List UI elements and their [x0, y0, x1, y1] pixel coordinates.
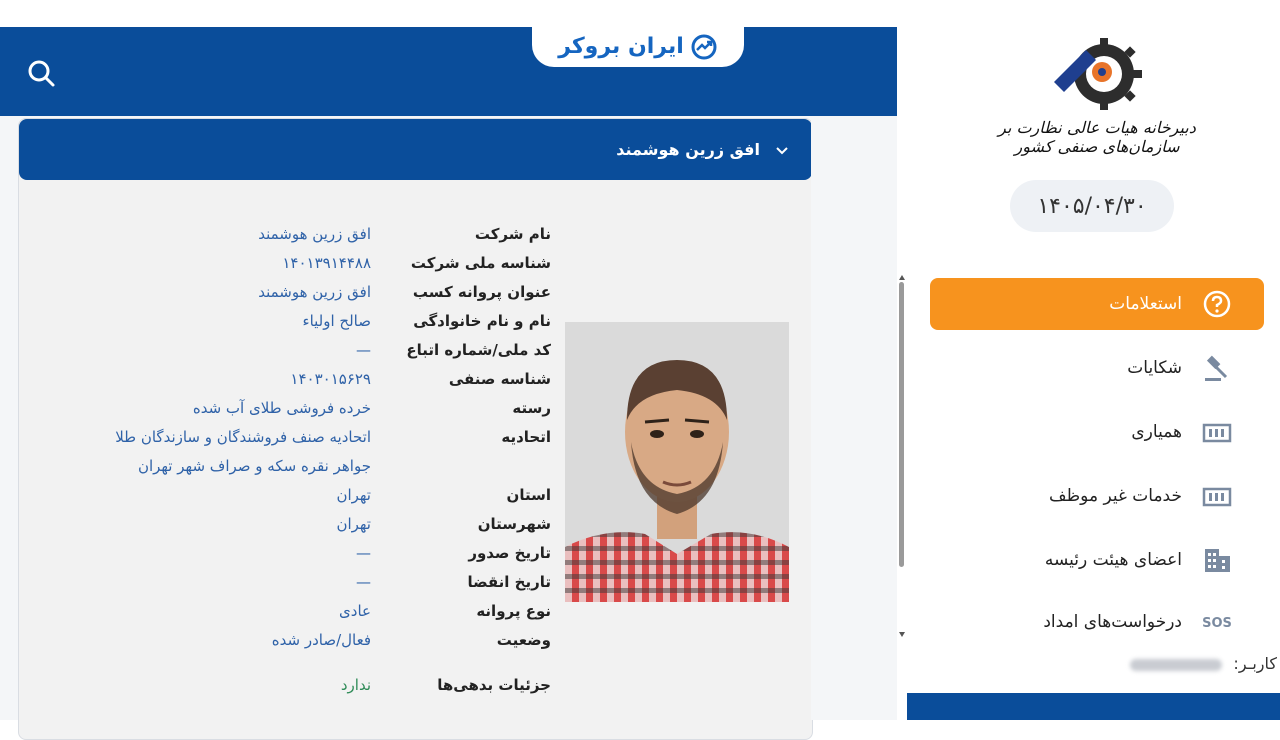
top-header: [0, 27, 897, 116]
main-scrollbar[interactable]: [898, 274, 906, 644]
brand-name: ایران بروکر: [558, 34, 684, 59]
question-icon: [1200, 287, 1234, 321]
field-row-license-type: [19, 602, 551, 628]
menu-item-complaints[interactable]: [930, 342, 1264, 394]
menu-item-label: اعضای هیئت رئیسه: [1044, 550, 1182, 570]
menu-item-inquiries[interactable]: [930, 278, 1264, 330]
user-label: کاربـر:: [1233, 654, 1277, 673]
sidebar-footer: [907, 693, 1280, 720]
card-header[interactable]: [19, 119, 812, 180]
menu-item-label: خدمات غیر موظف: [1049, 486, 1182, 506]
field-label: شهرستان: [477, 515, 551, 533]
field-value: تهران: [336, 486, 371, 504]
field-label: استان: [506, 486, 551, 504]
date-display: ۱۴۰۵/۰۴/۳۰: [1010, 180, 1174, 232]
field-value: —: [356, 341, 371, 359]
card-title: افق زرین هوشمند: [616, 140, 760, 159]
field-row-union-cont: [19, 457, 551, 483]
field-row-city: [19, 515, 551, 541]
field-row-union: [19, 428, 551, 454]
field-value: افق زرین هوشمند: [258, 225, 371, 243]
menu-item-assistance[interactable]: [930, 406, 1264, 458]
sidebar: [907, 0, 1280, 720]
field-row-full-name: [19, 312, 551, 338]
field-value: عادی: [339, 602, 371, 620]
field-row-issue-date: [19, 544, 551, 570]
field-row-national-id: [19, 254, 551, 280]
menu-item-label: همیاری: [1131, 422, 1182, 442]
field-label: تاریخ انقضا: [467, 573, 551, 591]
field-value: ۱۴۰۱۳۹۱۴۴۸۸: [282, 254, 371, 272]
field-label: شناسه ملی شرکت: [410, 254, 551, 272]
content-gutter: [811, 116, 897, 720]
user-name-redacted: [1130, 659, 1222, 671]
field-value: فعال/صادر شده: [271, 631, 371, 649]
field-label: تاریخ صدور: [468, 544, 551, 562]
search-icon: [22, 54, 62, 94]
brand-tab[interactable]: [532, 26, 744, 67]
field-row-license-title: [19, 283, 551, 309]
field-value: صالح اولیاء: [302, 312, 371, 330]
building-icon: [1200, 543, 1234, 577]
field-value: —: [356, 573, 371, 591]
field-value: اتحادیه صنف فروشندگان و سازندگان طلا: [115, 428, 371, 446]
field-label: اتحادیه: [501, 428, 551, 446]
field-row-debts: [19, 676, 551, 702]
field-label: وضعیت: [496, 631, 551, 649]
field-label: نام شرکت: [474, 225, 551, 243]
search-button[interactable]: [22, 54, 62, 94]
field-row-expiry-date: [19, 573, 551, 599]
menu-item-label: شکایات: [1127, 358, 1182, 378]
field-row-status: [19, 631, 551, 657]
field-value: خرده فروشی طلای آب شده: [192, 399, 371, 417]
chevron-down-icon[interactable]: [774, 142, 790, 158]
field-label: نوع پروانه: [476, 602, 551, 620]
scroll-down-arrow-icon[interactable]: [898, 630, 906, 638]
field-label: جزئیات بدهی‌ها: [437, 676, 551, 694]
field-row-province: [19, 486, 551, 512]
menu-item-emergency-requests[interactable]: [930, 596, 1264, 648]
field-label: رسته: [512, 399, 551, 417]
svg-text:SOS: SOS: [1202, 616, 1232, 631]
person-photo: [565, 322, 789, 602]
top-strip: [0, 0, 897, 27]
current-user: [1107, 654, 1277, 673]
field-label: نام و نام خانوادگی: [413, 312, 551, 330]
field-row-national-code: [19, 341, 551, 367]
field-row-company-name: [19, 225, 551, 251]
sos-icon: [1200, 605, 1234, 639]
field-value: افق زرین هوشمند: [258, 283, 371, 301]
menu-item-board-members[interactable]: [930, 534, 1264, 586]
field-row-guild-id: [19, 370, 551, 396]
debt-status-value: ندارد: [340, 676, 371, 694]
field-label: شناسه صنفی: [448, 370, 551, 388]
organization-logo-icon: [1052, 38, 1142, 114]
field-value: تهران: [336, 515, 371, 533]
field-value: ۱۴۰۳۰۱۵۶۲۹: [290, 370, 371, 388]
field-label: عنوان پروانه کسب: [412, 283, 551, 301]
organization-name: دبیرخانه هیات عالی نظارت بر سازمان‌های صنفی کشور: [998, 118, 1196, 156]
person-photo-image: [565, 322, 789, 602]
menu-item-label: استعلامات: [1109, 294, 1182, 314]
scroll-up-arrow-icon[interactable]: [898, 274, 906, 282]
field-value: جواهر نقره سکه و صراف شهر تهران: [137, 457, 371, 475]
scroll-thumb[interactable]: [899, 282, 904, 567]
cash-icon: [1200, 415, 1234, 449]
gavel-icon: [1200, 351, 1234, 385]
brand-logo-icon: [690, 33, 718, 61]
menu-item-label: درخواست‌های امداد: [1043, 612, 1182, 632]
field-label: کد ملی/شماره اتباع: [406, 341, 551, 359]
field-row-category: [19, 399, 551, 425]
field-value: —: [356, 544, 371, 562]
cash-icon: [1200, 479, 1234, 513]
menu-item-non-mandatory-services[interactable]: [930, 470, 1264, 522]
